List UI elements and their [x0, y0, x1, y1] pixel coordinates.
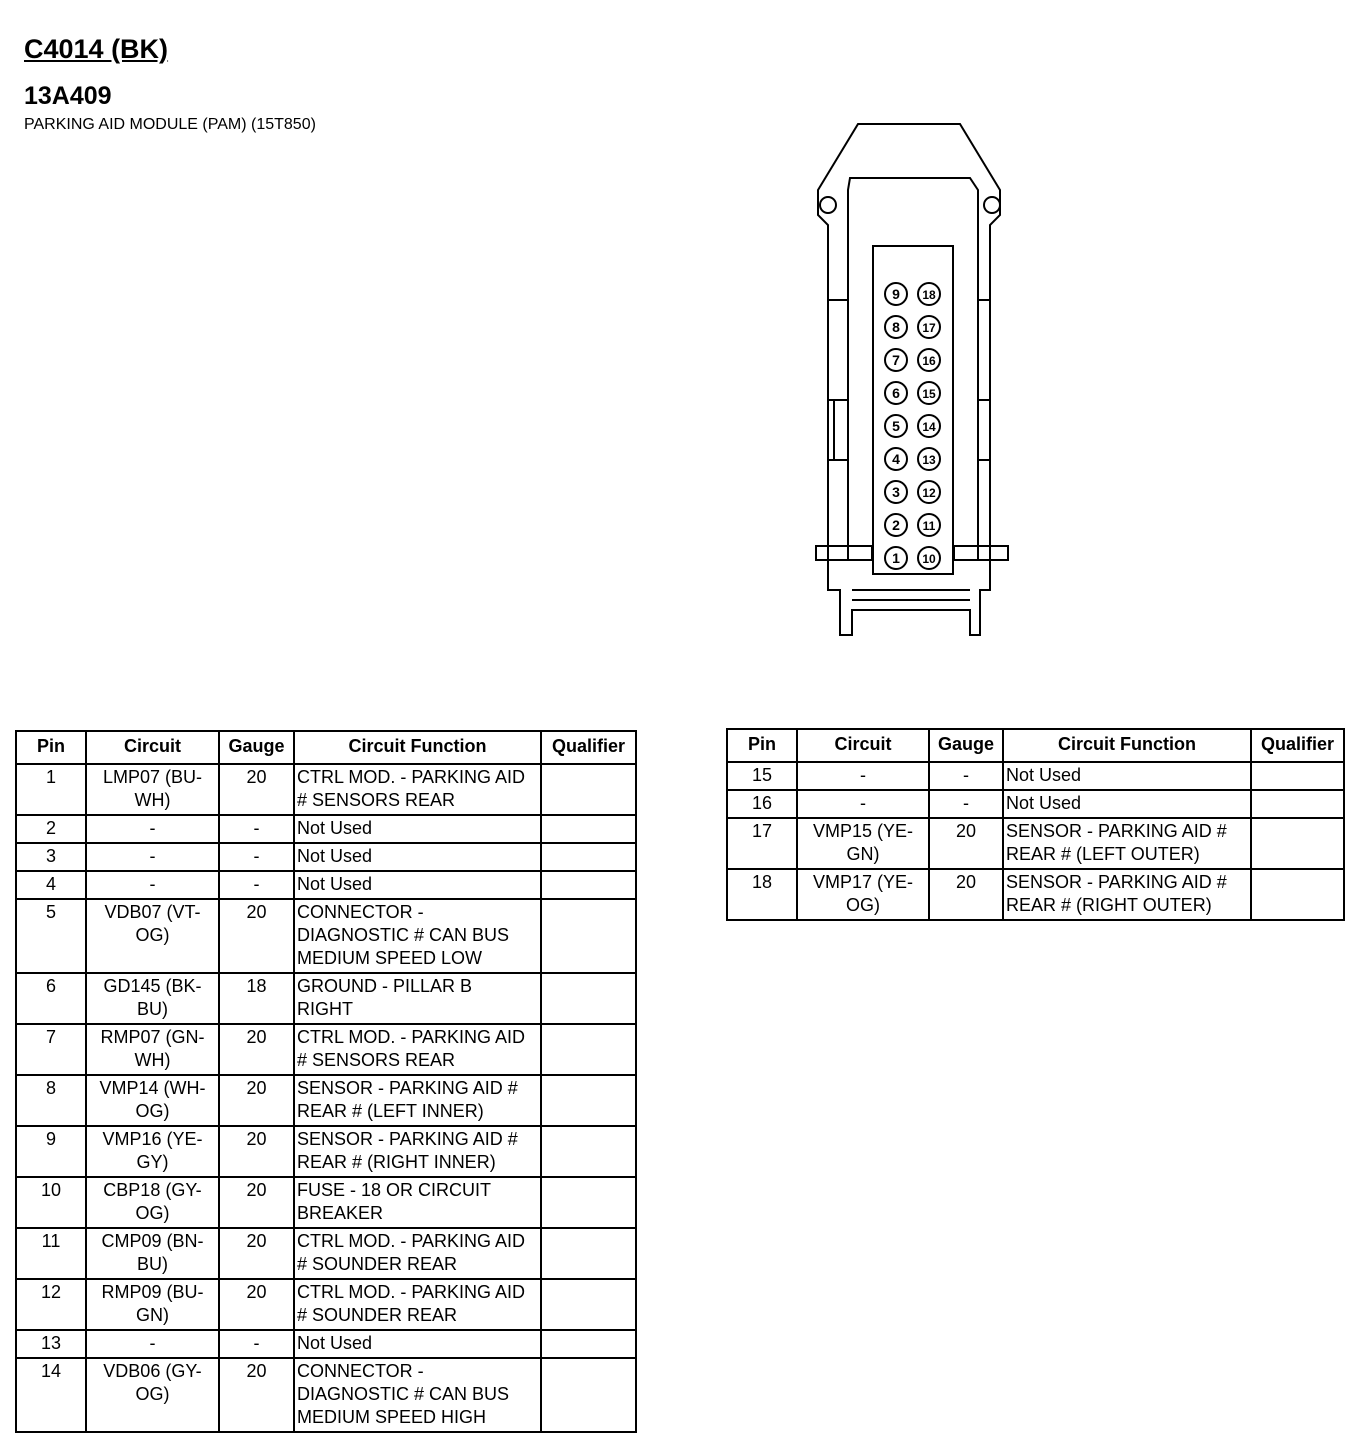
- circuit-function-cell: CTRL MOD. - PARKING AID # SENSORS REAR: [294, 1024, 541, 1075]
- connector-title: C4014 (BK): [24, 34, 169, 64]
- pin-number-label: 4: [892, 451, 900, 467]
- qualifier-cell: [541, 1279, 636, 1330]
- pin-cell: 2: [16, 815, 86, 843]
- pinout-table-pins-15-18: [726, 728, 1345, 921]
- pin-cell: 8: [16, 1075, 86, 1126]
- circuit-cell: RMP09 (BU- GN): [86, 1279, 219, 1330]
- pin-cell: 9: [16, 1126, 86, 1177]
- qualifier-cell: [541, 1330, 636, 1358]
- circuit-function-cell: SENSOR - PARKING AID # REAR # (LEFT INNER): [294, 1075, 541, 1126]
- connector-face-diagram: [805, 118, 1025, 648]
- gauge-cell: 20: [929, 818, 1003, 869]
- circuit-function-cell: SENSOR - PARKING AID # REAR # (LEFT OUTER): [1003, 818, 1251, 869]
- header-circuit: Circuit: [86, 731, 219, 764]
- circuit-function-cell: Not Used: [294, 871, 541, 899]
- pin-number-label: 6: [892, 385, 900, 401]
- circuit-cell: RMP07 (GN- WH): [86, 1024, 219, 1075]
- table-row: [727, 790, 1344, 818]
- table-row: [16, 1177, 636, 1228]
- gauge-cell: 20: [219, 1228, 294, 1279]
- qualifier-cell: [541, 1358, 636, 1432]
- table-row: [16, 1330, 636, 1358]
- table-row: [727, 869, 1344, 920]
- pin-number-label: 13: [922, 453, 936, 467]
- circuit-cell: VDB07 (VT- OG): [86, 899, 219, 973]
- circuit-function-cell: Not Used: [294, 1330, 541, 1358]
- circuit-cell: VMP14 (WH- OG): [86, 1075, 219, 1126]
- gauge-cell: -: [219, 871, 294, 899]
- circuit-function-cell: SENSOR - PARKING AID # REAR # (RIGHT INNER): [294, 1126, 541, 1177]
- gauge-cell: 20: [929, 869, 1003, 920]
- qualifier-cell: [541, 815, 636, 843]
- table-row: [16, 764, 636, 815]
- pin-number-label: 15: [922, 387, 936, 401]
- table-row: [16, 1358, 636, 1432]
- qualifier-cell: [1251, 818, 1344, 869]
- pin-number-label: 5: [892, 418, 900, 434]
- circuit-cell: VMP16 (YE- GY): [86, 1126, 219, 1177]
- pin-cell: 11: [16, 1228, 86, 1279]
- qualifier-cell: [541, 843, 636, 871]
- header-pin: Pin: [727, 729, 797, 762]
- header-gauge: Gauge: [929, 729, 1003, 762]
- header-circuit-function: Circuit Function: [1003, 729, 1251, 762]
- pin-cell: 15: [727, 762, 797, 790]
- pin-cell: 12: [16, 1279, 86, 1330]
- pin-number-label: 17: [922, 321, 936, 335]
- circuit-cell: -: [86, 871, 219, 899]
- gauge-cell: 20: [219, 899, 294, 973]
- circuit-cell: -: [86, 815, 219, 843]
- qualifier-cell: [541, 1126, 636, 1177]
- qualifier-cell: [541, 899, 636, 973]
- circuit-cell: GD145 (BK- BU): [86, 973, 219, 1024]
- pin-number-label: 12: [922, 486, 936, 500]
- pin-number-label: 18: [922, 288, 936, 302]
- circuit-function-cell: CONNECTOR - DIAGNOSTIC # CAN BUS MEDIUM SPEED HIGH: [294, 1358, 541, 1432]
- pin-cell: 10: [16, 1177, 86, 1228]
- header-circuit: Circuit: [797, 729, 929, 762]
- table-row: [16, 871, 636, 899]
- table-row: [16, 1024, 636, 1075]
- header-qualifier: Qualifier: [1251, 729, 1344, 762]
- circuit-cell: LMP07 (BU- WH): [86, 764, 219, 815]
- pin-number-label: 9: [892, 286, 900, 302]
- table-row: [16, 899, 636, 973]
- circuit-function-cell: CTRL MOD. - PARKING AID # SENSORS REAR: [294, 764, 541, 815]
- header-gauge: Gauge: [219, 731, 294, 764]
- pin-cell: 7: [16, 1024, 86, 1075]
- gauge-cell: -: [929, 762, 1003, 790]
- gauge-cell: 18: [219, 973, 294, 1024]
- gauge-cell: -: [929, 790, 1003, 818]
- circuit-function-cell: CTRL MOD. - PARKING AID # SOUNDER REAR: [294, 1228, 541, 1279]
- circuit-cell: -: [797, 790, 929, 818]
- qualifier-cell: [541, 1075, 636, 1126]
- table-header-row: [16, 731, 636, 764]
- pin-number-label: 11: [922, 519, 936, 533]
- pin-number-label: 1: [892, 550, 900, 566]
- circuit-cell: CMP09 (BN- BU): [86, 1228, 219, 1279]
- pin-number-label: 16: [922, 354, 936, 368]
- part-number: 13A409: [24, 82, 112, 110]
- pin-number-label: 7: [892, 352, 900, 368]
- qualifier-cell: [541, 973, 636, 1024]
- gauge-cell: 20: [219, 1075, 294, 1126]
- circuit-cell: -: [86, 1330, 219, 1358]
- gauge-cell: -: [219, 843, 294, 871]
- header-qualifier: Qualifier: [541, 731, 636, 764]
- pin-number-label: 2: [892, 517, 900, 533]
- qualifier-cell: [1251, 790, 1344, 818]
- pin-cell: 18: [727, 869, 797, 920]
- pin-cell: 5: [16, 899, 86, 973]
- circuit-cell: VDB06 (GY- OG): [86, 1358, 219, 1432]
- circuit-function-cell: SENSOR - PARKING AID # REAR # (RIGHT OUTER): [1003, 869, 1251, 920]
- table-row: [16, 1279, 636, 1330]
- gauge-cell: 20: [219, 1126, 294, 1177]
- pin-cell: 17: [727, 818, 797, 869]
- gauge-cell: 20: [219, 1358, 294, 1432]
- pin-number-label: 8: [892, 319, 900, 335]
- pin-cell: 14: [16, 1358, 86, 1432]
- gauge-cell: -: [219, 1330, 294, 1358]
- pin-number-label: 10: [922, 552, 936, 566]
- pinout-table-pins-1-14: [15, 730, 637, 1433]
- qualifier-cell: [541, 764, 636, 815]
- pin-cell: 3: [16, 843, 86, 871]
- pin-cell: 1: [16, 764, 86, 815]
- qualifier-cell: [541, 1228, 636, 1279]
- circuit-function-cell: FUSE - 18 OR CIRCUIT BREAKER: [294, 1177, 541, 1228]
- module-description: PARKING AID MODULE (PAM) (15T850): [24, 116, 316, 133]
- gauge-cell: 20: [219, 1177, 294, 1228]
- table-row: [727, 762, 1344, 790]
- qualifier-cell: [1251, 762, 1344, 790]
- table-row: [16, 843, 636, 871]
- gauge-cell: -: [219, 815, 294, 843]
- circuit-cell: VMP17 (YE- OG): [797, 869, 929, 920]
- circuit-cell: CBP18 (GY- OG): [86, 1177, 219, 1228]
- pin-cell: 13: [16, 1330, 86, 1358]
- gauge-cell: 20: [219, 1279, 294, 1330]
- table-row: [16, 1075, 636, 1126]
- gauge-cell: 20: [219, 764, 294, 815]
- pin-number-label: 3: [892, 484, 900, 500]
- header-circuit-function: Circuit Function: [294, 731, 541, 764]
- table-row: [16, 1126, 636, 1177]
- circuit-function-cell: GROUND - PILLAR B RIGHT: [294, 973, 541, 1024]
- table-row: [16, 815, 636, 843]
- circuit-function-cell: Not Used: [1003, 790, 1251, 818]
- table-row: [16, 973, 636, 1024]
- circuit-function-cell: CONNECTOR - DIAGNOSTIC # CAN BUS MEDIUM SPEED LOW: [294, 899, 541, 973]
- circuit-function-cell: Not Used: [294, 815, 541, 843]
- circuit-function-cell: Not Used: [1003, 762, 1251, 790]
- table-row: [727, 818, 1344, 869]
- pin-cell: 6: [16, 973, 86, 1024]
- gauge-cell: 20: [219, 1024, 294, 1075]
- circuit-cell: -: [86, 843, 219, 871]
- circuit-cell: VMP15 (YE- GN): [797, 818, 929, 869]
- qualifier-cell: [541, 1024, 636, 1075]
- pin-cell: 16: [727, 790, 797, 818]
- qualifier-cell: [541, 1177, 636, 1228]
- circuit-function-cell: CTRL MOD. - PARKING AID # SOUNDER REAR: [294, 1279, 541, 1330]
- pin-cell: 4: [16, 871, 86, 899]
- table-header-row: [727, 729, 1344, 762]
- pin-number-label: 14: [922, 420, 936, 434]
- circuit-cell: -: [797, 762, 929, 790]
- circuit-function-cell: Not Used: [294, 843, 541, 871]
- qualifier-cell: [1251, 869, 1344, 920]
- qualifier-cell: [541, 871, 636, 899]
- header-pin: Pin: [16, 731, 86, 764]
- table-row: [16, 1228, 636, 1279]
